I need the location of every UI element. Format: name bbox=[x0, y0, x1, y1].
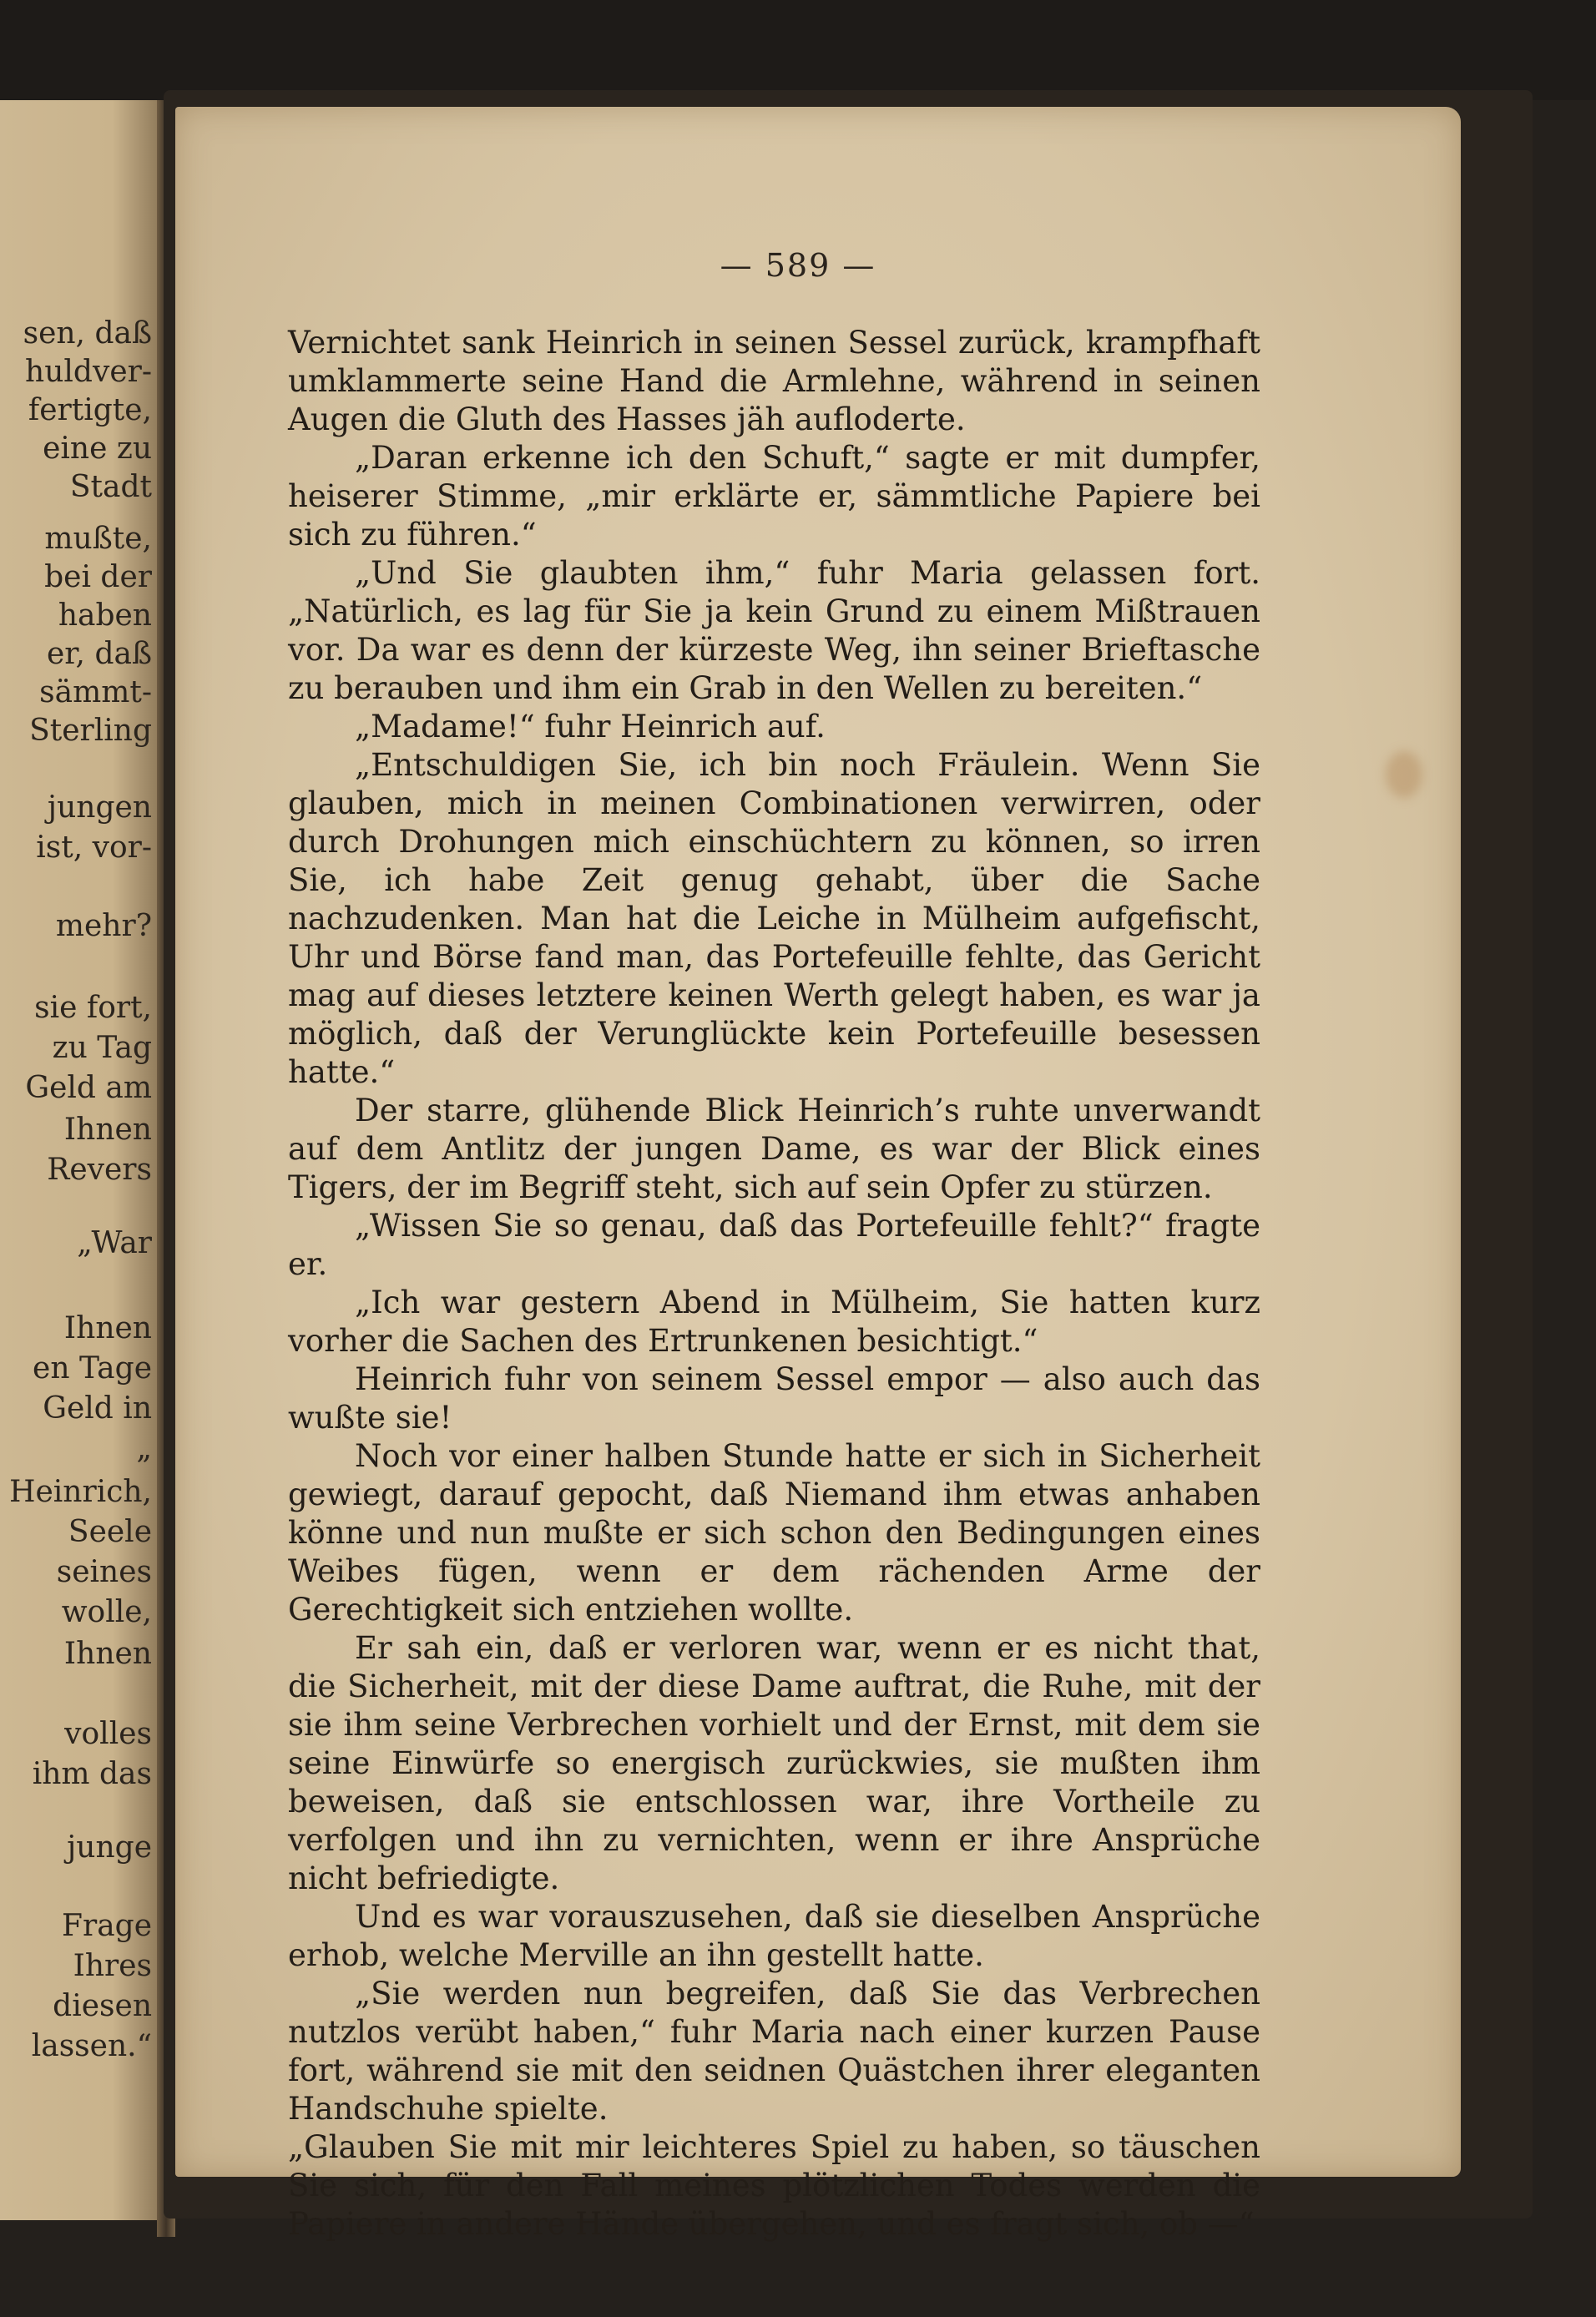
left-fragment: Frage bbox=[62, 1909, 152, 1943]
page-number: — 589 — bbox=[720, 247, 876, 284]
left-fragment: seines bbox=[56, 1555, 152, 1589]
paragraph: Und es war vorauszusehen, daß sie dieselben Ansprüche erhob, welche Merville an ihn gestellt hatte. bbox=[288, 1899, 1260, 1973]
left-page bbox=[0, 100, 160, 2220]
left-fragment: Sterling bbox=[29, 714, 152, 748]
left-fragment: Ihnen bbox=[63, 1113, 152, 1147]
paragraph: Vernichtet sank Heinrich in seinen Sessel zurück, krampfhaft umklammerte seine Hand die Armlehne, während in seinen Augen die Gluth des Hasses jäh aufloderte. bbox=[288, 325, 1260, 437]
left-fragment: Geld am bbox=[25, 1071, 152, 1105]
left-fragment: fertigte, bbox=[28, 393, 152, 427]
left-fragment: eine zu bbox=[43, 432, 152, 466]
left-fragment: bei der bbox=[44, 560, 152, 594]
left-fragment: sie fort, bbox=[34, 991, 152, 1025]
left-fragment: en Tage bbox=[33, 1351, 152, 1386]
left-fragment: ihm das bbox=[32, 1757, 152, 1791]
left-fragment: Stadt bbox=[69, 470, 152, 504]
left-fragment: Revers bbox=[47, 1153, 152, 1187]
left-fragment: wolle, bbox=[61, 1595, 152, 1629]
left-fragment: Seele bbox=[68, 1515, 152, 1549]
left-fragment: volles bbox=[64, 1717, 152, 1751]
paragraph: „Wissen Sie so genau, daß das Portefeuille fehlt?“ fragte er. bbox=[288, 1208, 1260, 1282]
left-fragment: Geld in bbox=[43, 1391, 152, 1426]
left-fragment: Heinrich, bbox=[9, 1475, 152, 1509]
left-fragment: huldver- bbox=[25, 355, 152, 389]
left-fragment: diesen bbox=[53, 1989, 152, 2023]
left-fragment: „War bbox=[77, 1226, 152, 1260]
left-fragment: Ihnen bbox=[63, 1311, 152, 1345]
left-fragment: Ihnen bbox=[63, 1637, 152, 1671]
paragraph: „Glauben Sie mit mir leichteres Spiel zu haben, so täuschen Sie sich, für den Fall meines plötzlichen Todes werden die Papiere in andere Hände übergehen, und es fragt sich, ob —“ bbox=[288, 2129, 1260, 2242]
paragraph: „Madame!“ fuhr Heinrich auf. bbox=[355, 709, 826, 745]
paragraph: Der starre, glühende Blick Heinrich’s ruhte unverwandt auf dem Antlitz der jungen Dame, es war der Blick eines Tigers, der im Begriff steht, sich auf sein Opfer zu stürzen. bbox=[288, 1093, 1260, 1205]
left-fragment: mußte, bbox=[44, 522, 152, 556]
left-fragment: jungen bbox=[47, 790, 152, 825]
left-fragment: junge bbox=[67, 1830, 152, 1865]
paragraph: „Entschuldigen Sie, ich bin noch Fräulein. Wenn Sie glauben, mich in meinen Combinationen verwirren, oder durch Drohungen mich einschüchtern zu können, so irren Sie, ich habe Zeit genug gehabt, über die Sache nachzudenken. Man hat die Leiche in Mülheim aufgefischt, Uhr und Börse fand man, das Portefeuille fehlte, das Gericht mag auf dieses letztere keinen Werth gelegt haben, es war ja möglich, daß der Verunglückte kein Portefeuille besessen hatte.“ bbox=[288, 747, 1260, 1090]
paragraph: Noch vor einer halben Stunde hatte er sich in Sicherheit gewiegt, darauf gepocht, daß Niemand ihm etwas anhaben könne und nun mußte er sich schon den Bedingungen eines Weibes fügen, wenn er dem rächenden Arme der Gerechtigkeit sich entziehen wollte. bbox=[288, 1438, 1260, 1628]
left-fragment: sämmt- bbox=[39, 675, 152, 709]
left-fragment: lassen.“ bbox=[31, 2029, 152, 2063]
left-fragment: ist, vor- bbox=[36, 830, 152, 865]
left-fragment: er, daß bbox=[47, 637, 152, 671]
left-fragment: zu Tag bbox=[52, 1031, 152, 1065]
left-fragment: haben bbox=[58, 598, 152, 633]
paragraph: Er sah ein, daß er verloren war, wenn er es nicht that, die Sicherheit, mit der diese Dame auftrat, die Ruhe, mit der sie ihm seine Verbrechen vorhielt und der Ernst, mit dem sie seine Einwürfe so energisch zurückwies, sie mußten ihm beweisen, daß sie entschlossen war, ihre Vortheile zu verfolgen und ihn zu vernichten, wenn er ihre Ansprüche nicht befriedigte. bbox=[288, 1630, 1260, 1896]
paragraph: „Daran erkenne ich den Schuft,“ sagte er mit dumpfer, heiserer Stimme, „mir erklärte er, sämmtliche Papiere bei sich zu führen.“ bbox=[288, 440, 1260, 553]
paper-stain bbox=[1386, 751, 1422, 798]
left-fragment: sen, daß bbox=[23, 316, 152, 351]
left-fragment: „ bbox=[136, 1431, 152, 1466]
paragraph: „Und Sie glaubten ihm,“ fuhr Maria gelassen fort. „Natürlich, es lag für Sie ja kein Grund zu einem Mißtrauen vor. Da war es denn der kürzeste Weg, ihn seiner Brieftasche zu berauben und ihm ein Grab in den Wellen zu bereiten.“ bbox=[288, 555, 1260, 706]
left-fragment: mehr? bbox=[55, 909, 152, 943]
paragraph: „Ich war gestern Abend in Mülheim, Sie hatten kurz vorher die Sachen des Ertrunkenen besichtigt.“ bbox=[288, 1285, 1260, 1359]
body-text bbox=[288, 324, 1260, 2244]
left-fragment: Ihres bbox=[73, 1949, 152, 1983]
background bbox=[0, 0, 1596, 100]
paragraph: „Sie werden nun begreifen, daß Sie das Verbrechen nutzlos verübt haben,“ fuhr Maria nach einer kurzen Pause fort, während sie mit den seidnen Quästchen ihrer eleganten Handschuhe spielte. bbox=[288, 1976, 1260, 2127]
paragraph: Heinrich fuhr von seinem Sessel empor — also auch das wußte sie! bbox=[288, 1361, 1260, 1436]
